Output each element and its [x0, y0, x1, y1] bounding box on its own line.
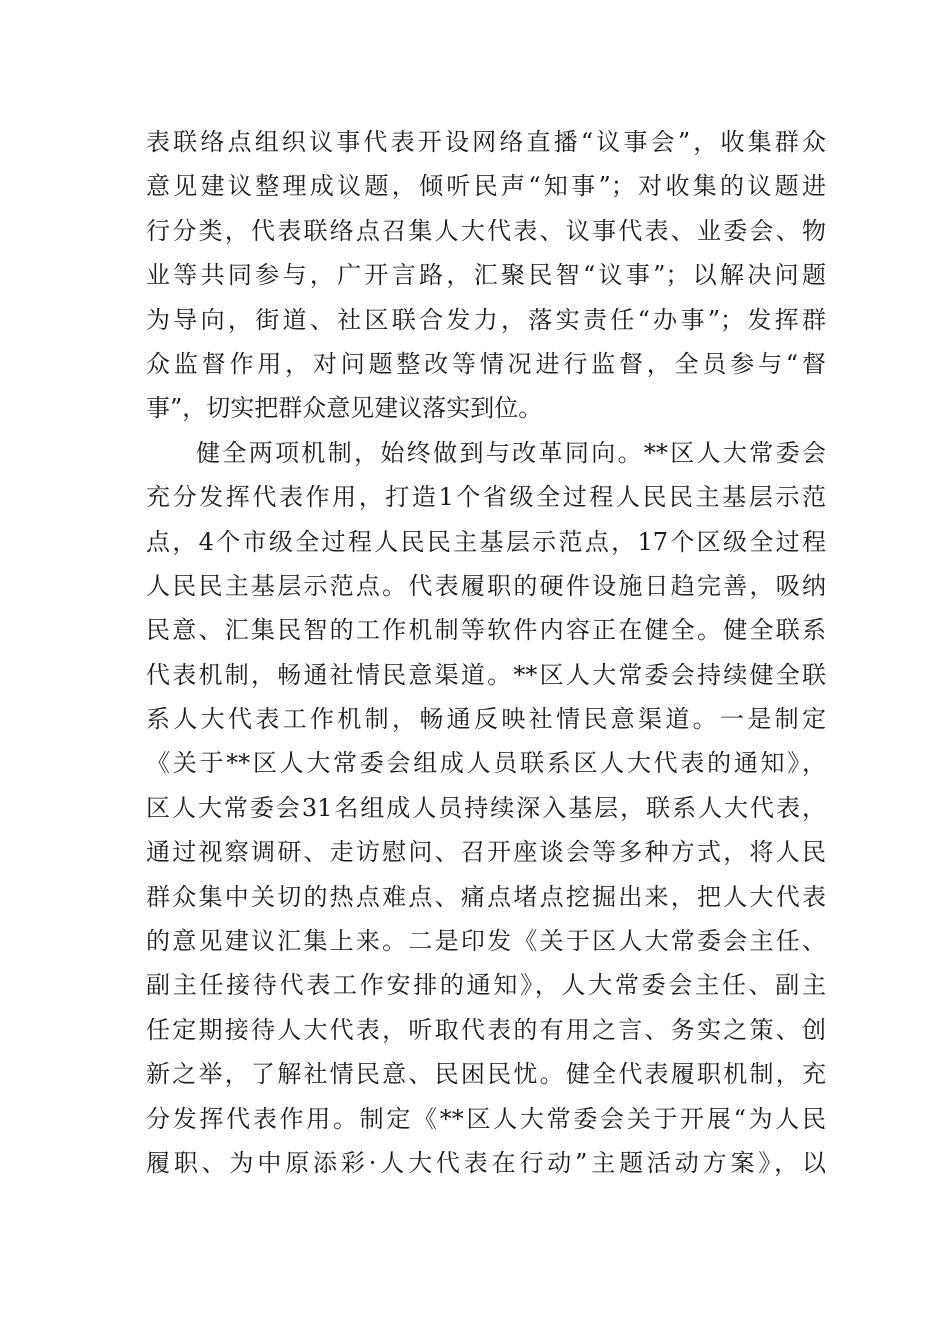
text-line: 分发挥代表作用。制定《**区人大常委会关于开展“为人民 — [146, 1104, 826, 1133]
text-line: 充分发挥代表作用，打造1个省级全过程人民民主基层示范 — [146, 483, 826, 512]
paragraph-1 — [146, 120, 826, 431]
text-line: 众监督作用，对问题整改等情况进行监督，全员参与“督 — [146, 349, 826, 378]
text-line: 新之举，了解社情民意、民困民忧。健全代表履职机制，充 — [146, 1060, 826, 1089]
text-line: 区人大常委会31名组成人员持续深入基层，联系人大代表， — [146, 793, 826, 822]
text-line: 表联络点组织议事代表开设网络直播“议事会”，收集群众 — [146, 128, 826, 156]
paragraph-2 — [146, 431, 826, 1186]
text-line: 通过视察调研、走访慰问、召开座谈会等多种方式，将人民 — [146, 838, 826, 867]
text-line: 意见建议整理成议题，倾听民声“知事”；对收集的议题进 — [146, 172, 826, 201]
text-line: 代表机制，畅通社情民意渠道。**区人大常委会持续健全联 — [146, 660, 826, 689]
text-line: 为导向，街道、社区联合发力，落实责任“办事”；发挥群 — [146, 305, 826, 334]
text-line: 民意、汇集民智的工作机制等软件内容正在健全。健全联系 — [146, 616, 826, 645]
text-line: 人民民主基层示范点。代表履职的硬件设施日趋完善，吸纳 — [146, 571, 826, 600]
text-line: 行分类，代表联络点召集人大代表、议事代表、业委会、物 — [146, 216, 826, 245]
text-line: 任定期接待人大代表，听取代表的有用之言、务实之策、创 — [146, 1015, 826, 1044]
text-line: 群众集中关切的热点难点、痛点堵点挖掘出来，把人大代表 — [146, 882, 826, 911]
text-line: 业等共同参与，广开言路，汇聚民智“议事”；以解决问题 — [146, 261, 826, 290]
text-line: 健全两项机制，始终做到与改革同向。**区人大常委会 — [196, 438, 826, 467]
text-line: 履职、为中原添彩·人大代表在行动”主题活动方案》，以 — [146, 1148, 826, 1177]
text-line: 副主任接待代表工作安排的通知》，人大常委会主任、副主 — [146, 971, 826, 1000]
text-line: 事”，切实把群众意见建议落实到位。 — [146, 394, 543, 423]
body-text — [146, 120, 826, 1185]
text-line: 的意见建议汇集上来。二是印发《关于区人大常委会主任、 — [146, 927, 826, 956]
text-line: 点，4个市级全过程人民民主基层示范点，17个区级全过程 — [146, 527, 826, 556]
text-line: 系人大代表工作机制，畅通反映社情民意渠道。一是制定 — [146, 705, 826, 734]
text-line: 《关于**区人大常委会组成人员联系区人大代表的通知》， — [146, 749, 826, 778]
